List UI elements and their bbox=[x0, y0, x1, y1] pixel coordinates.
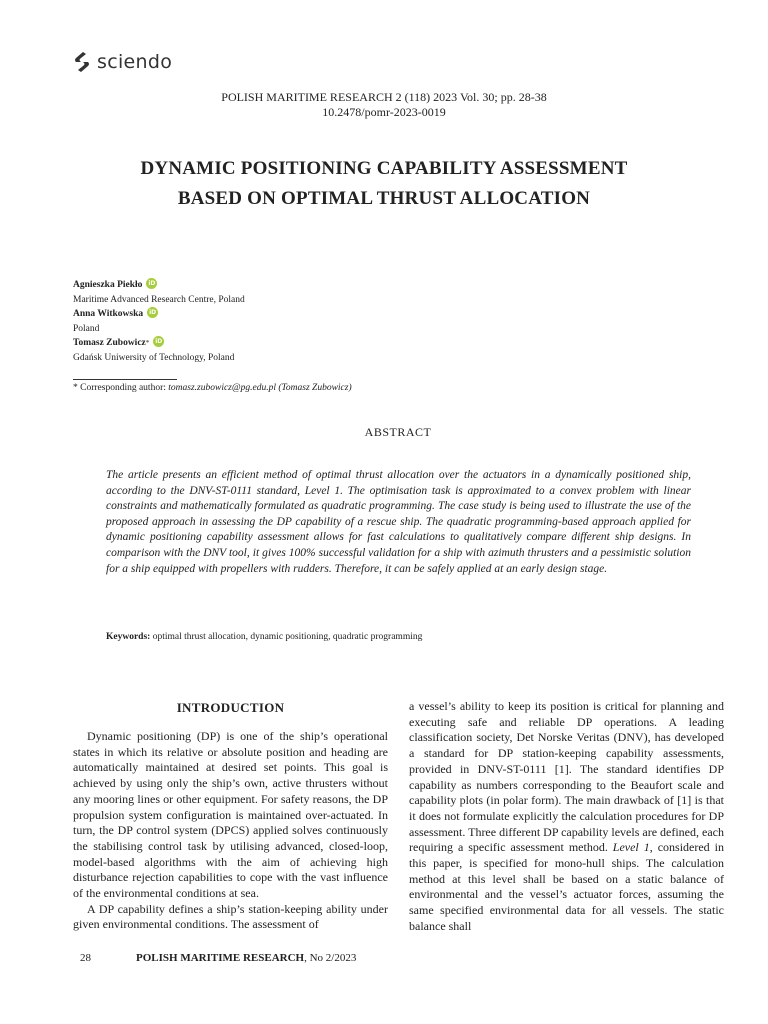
intro-p3-part-1: a vessel’s ability to keep its position is critical for planning and executing safe and reliable DP operations. A leading classification society, Det Norske Veritas (DNV), has developed a standard for DP station-keeping capability assessments, provided in DNV-ST-0111 [1]. The standard identifies DP capability as numbers corresponding to the Beaufort scale and capability plots (in polar form). The main drawback of [1] is that it does not formulate explicitly the calculation procedures for DP assessment. Three different DP capability levels are defined, each requiring a specific assessment method. bbox=[409, 699, 724, 855]
logo-text: sciendo bbox=[97, 51, 173, 73]
introduction-heading: INTRODUCTION bbox=[176, 700, 285, 715]
intro-paragraph-1: Dynamic positioning (DP) is one of the ship’s operational states in which its relative or absolute position and heading are automatically maintained at desired set points. This goal is achieved by using only the ship’s own, active thrusters without any mooring lines or other equipment. For safety reasons, the DP propulsion system configuration is maintained over-actuated. In turn, the DP control system (DPCS) applied solves continuously the stabilising control task by utilising advanced, closed-loop, model-based algorithms with the aim of achieving high disturbance rejection capabilities to cope with the vast influence of the environmental conditions at sea. bbox=[73, 729, 388, 901]
journal-citation bbox=[0, 90, 768, 120]
author-name bbox=[73, 307, 245, 322]
corresponding-marker: * bbox=[145, 339, 150, 347]
intro-p3-part-2: , considered in this paper, is specified for mono-hull ships. The calculation method at this level shall be based on a static balance of environmental and the vessel’s actuator forces, assuming the same specified environmental data for all vessels. The static balance shall bbox=[409, 840, 724, 933]
author-1-affiliation: Maritime Advanced Research Centre, Poland bbox=[73, 294, 245, 305]
paper-title bbox=[0, 154, 768, 214]
abstract-text: The article presents an efficient method of optimal thrust allocation over the actuators in a dynamically positioned ship, according to the DNV-ST-0111 standard, Level 1. The optimisation task is approximated to a convex problem with linear constraints and mathematically formulated as quadratic programming. The case study is being used to illustrate the use of the proposed approach in assessing the DP capability of a rescue ship. The quadratic programming-based approach applied for dynamic positioning capability assessment allows for fast calculations to qualitatively compare different ship designs. In comparison with the DNV tool, it gives 100% successful validation for a ship with azimuth thrusters and a pessimistic solution for a ship equipped with propellers with rudders. Therefore, it can be safely applied at an early design stage. bbox=[106, 469, 691, 575]
journal-doi: 10.2478/pomr-2023-0019 bbox=[322, 105, 446, 119]
author-list bbox=[73, 278, 245, 365]
abstract-heading: ABSTRACT bbox=[364, 425, 432, 439]
title-line-1: DYNAMIC POSITIONING CAPABILITY ASSESSMENT bbox=[140, 158, 628, 179]
title-line-2: BASED ON OPTIMAL THRUST ALLOCATION bbox=[177, 188, 591, 209]
footer-issue: , No 2/2023 bbox=[304, 952, 357, 964]
page-number: 28 bbox=[80, 952, 91, 964]
body-column-right bbox=[409, 699, 724, 935]
footer-journal bbox=[136, 951, 356, 965]
orcid-icon[interactable]: iD bbox=[146, 278, 157, 289]
keywords-text: optimal thrust allocation, dynamic positioning, quadratic programming bbox=[150, 632, 423, 642]
keywords bbox=[106, 631, 422, 644]
author-1-name: Agnieszka Piekło bbox=[73, 280, 143, 290]
intro-paragraph-3 bbox=[409, 699, 724, 935]
author-2-affiliation: Poland bbox=[73, 323, 100, 334]
sciendo-logo-icon bbox=[72, 50, 92, 74]
author-name bbox=[73, 336, 245, 351]
footer-journal-name: POLISH MARITIME RESEARCH bbox=[136, 952, 305, 964]
corresponding-author-note bbox=[73, 382, 352, 395]
orcid-icon[interactable]: iD bbox=[147, 307, 158, 318]
page-footer bbox=[80, 951, 356, 965]
intro-paragraph-2: A DP capability defines a ship’s station-keeping ability under given environmental conditions. The assessment of bbox=[73, 901, 388, 932]
orcid-icon[interactable]: iD bbox=[153, 336, 164, 347]
footnote-divider bbox=[73, 379, 177, 380]
journal-citation-line: POLISH MARITIME RESEARCH 2 (118) 2023 Vol. 30; pp. 28-38 bbox=[221, 90, 547, 104]
intro-p3-level-1: Level 1 bbox=[612, 840, 650, 855]
body-column-left bbox=[73, 729, 388, 933]
keywords-label: Keywords: bbox=[106, 632, 151, 642]
corresponding-label: * Corresponding author: bbox=[73, 383, 169, 393]
author-3-affiliation: Gdańsk Uniwersity of Technology, Poland bbox=[73, 352, 235, 363]
corresponding-email[interactable]: tomasz.zubowicz@pg.edu.pl (Tomasz Zubowicz) bbox=[168, 383, 352, 393]
author-name bbox=[73, 278, 245, 293]
author-2-name: Anna Witkowska bbox=[73, 309, 144, 319]
author-3-name: Tomasz Zubowicz bbox=[73, 338, 146, 348]
sciendo-logo bbox=[72, 50, 172, 74]
